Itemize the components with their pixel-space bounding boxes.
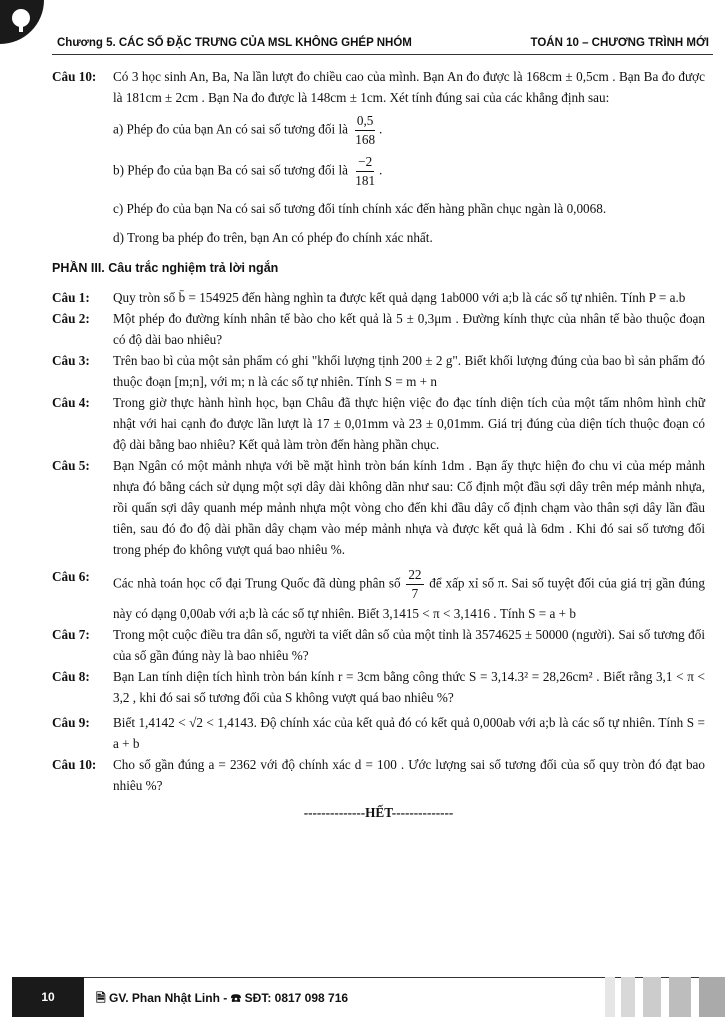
header-divider <box>52 54 713 55</box>
question-label: Câu 10: <box>52 757 97 772</box>
fraction-a-num: 0,5 <box>355 112 375 131</box>
fraction-b-num: −2 <box>356 153 374 172</box>
page-number: 10 <box>12 977 84 1017</box>
question-1 <box>52 287 705 308</box>
question-text: Có 3 học sinh An, Ba, Na lần lượt đo chiều cao của mình. Bạn An đo được là 168cm ± 0,5cm . Bạn Ba đo được là 181cm ± 2cm . Bạn Na đo được là 148cm ± 1cm. Xét tính đúng sai của các khẳng định sau: <box>113 69 705 105</box>
tree-logo-icon <box>6 6 36 36</box>
question-7 <box>52 624 705 666</box>
question-text: Trong giờ thực hành hình học, bạn Châu đã thực hiện việc đo đạc tính diện tích của một tấm nhôm hình chữ nhật với hai cạnh đo được lần lượt là 17 ± 0,01mm và 23 ± 0,01mm. Giá trị đúng của diện tích thuộc đoạn có độ dài bằng bao nhiêu? Kết quả làm tròn đến hàng phần chục. <box>113 395 705 452</box>
question-text: Bạn Lan tính diện tích hình tròn bán kính r = 3cm bằng công thức S = 3,14.3² = 28,26cm² . Biết rằng 3,1 < π < 3,2 , khi đó sai số tương đối của S không vượt quá bao nhiêu %? <box>113 669 705 705</box>
question-text: Bạn Ngân có một mảnh nhựa với bề mặt hình tròn bán kính 1dm . Bạn ấy thực hiện đo chu vi của mép mảnh nhựa đó bằng cách sử dụng một sợi dây dài không dãn như sau: Cố định một đầu sợi dây trên mép mảnh nhựa, rồi quấn sợi dây quanh mép mảnh nhựa một vòng cho đến khi đầu dây cố định chạm vào thân sợi dây lần đầu tiên, sau đó đo độ dài phần dây chạm vào mép mảnh nhựa và được kết quả là 6dm . Khi đó sai số tương đối trong phép đo không vượt quá bao nhiêu %. <box>113 458 705 557</box>
decorative-bars <box>605 977 725 1017</box>
fraction-den: 7 <box>411 586 419 601</box>
statement-b-text: b) Phép đo của bạn Ba có sai số tương đối là <box>113 162 348 178</box>
fraction-a <box>353 112 377 149</box>
question-label: Câu 8: <box>52 669 90 684</box>
fraction-b-den: 181 <box>355 173 376 188</box>
question-label: Câu 2: <box>52 311 90 326</box>
page-content <box>52 66 705 823</box>
question-6 <box>52 566 705 624</box>
question-label: Câu 1: <box>52 290 90 305</box>
footer-credits <box>96 989 348 1010</box>
separator: - <box>223 991 231 1005</box>
question-3 <box>52 350 705 392</box>
question-text <box>113 566 705 624</box>
question-text: Trong một cuộc điều tra dân số, người ta viết dân số của một tỉnh là 3574625 ± 50000 (người). Sai số tương đối của số gần đúng này là bao nhiêu %? <box>113 627 705 663</box>
question-label: Câu 5: <box>52 458 90 473</box>
question-6-pre: Các nhà toán học cổ đại Trung Quốc đã dùng phân số <box>113 575 401 591</box>
fraction-22-7 <box>406 566 423 603</box>
part-3-heading: PHẦN III. Câu trắc nghiệm trả lời ngắn <box>52 261 279 275</box>
question-text: Quy tròn số b̄ = 154925 đến hàng nghìn ta được kết quả dạng 1ab000 với a;b là các số tự nhiên. Tính P = a.b <box>113 290 686 305</box>
fraction-b <box>353 153 377 190</box>
fraction-a-den: 168 <box>355 132 376 147</box>
statement-a: a) Phép đo của bạn An có sai số tương đối là $\frac{0,5}{168}$ . <box>113 113 383 147</box>
question-text: Một phép đo đường kính nhân tế bào cho kết quả là 5 ± 0,3μm . Đường kính thực của nhân tế bào thuộc đoạn có độ dài bao nhiêu? <box>113 311 705 347</box>
question-label: Câu 9: <box>52 715 90 730</box>
statement-c: c) Phép đo của bạn Na có sai số tương đối tính chính xác đến hàng phần chục ngàn là 0,0068. <box>113 201 607 216</box>
statement-a-text: a) Phép đo của bạn An có sai số tương đối là <box>113 121 348 137</box>
question-label: Câu 3: <box>52 353 90 368</box>
statement-b: b) Phép đo của bạn Ba có sai số tương đối là $\frac{-2}{181}$ . <box>113 154 383 188</box>
question-8 <box>52 666 705 708</box>
phone-number: SĐT: 0817 098 716 <box>244 991 349 1005</box>
document-icon: 🗎 <box>96 991 106 1005</box>
question-10-short <box>52 754 705 796</box>
question-label: Câu 6: <box>52 569 90 584</box>
question-6-post: để xấp xỉ số π. Sai số tuyệt đối của giá trị gần đúng này có dạng 0,00ab với a;b là các số tự nhiên. Biết 3,1415 < π < 3,1416 . Tính S = a + b <box>113 575 705 621</box>
logo <box>0 0 44 44</box>
question-text: Biết 1,4142 < √2 < 1,4143. Độ chính xác của kết quả đó có kết quả 0,000ab với a;b là các số tự nhiên. Tính S = a + b <box>113 715 705 751</box>
footer <box>0 977 725 1017</box>
question-label: Câu 4: <box>52 395 90 410</box>
statement-d: d) Trong ba phép đo trên, bạn An có phép đo chính xác nhất. <box>113 230 433 245</box>
question-text: Trên bao bì của một sản phẩm có ghi "khối lượng tịnh 200 ± 2 g". Biết khối lượng đúng của bao bì sản phẩm đó thuộc đoạn [m;n], với m; n là các số tự nhiên. Tính S = m + n <box>113 353 705 389</box>
question-label: Câu 7: <box>52 627 90 642</box>
end-marker: --------------HẾT-------------- <box>303 805 454 820</box>
question-text: Cho số gần đúng a = 2362 với độ chính xác d = 100 . Ước lượng sai số tương đối của số quy tròn đó đạt bao nhiêu %? <box>113 757 705 793</box>
author-name: GV. Phan Nhật Linh <box>109 991 220 1005</box>
question-4 <box>52 392 705 455</box>
question-10-truefalse <box>52 66 705 108</box>
fraction-num: 22 <box>406 566 423 585</box>
phone-icon: ☎ <box>230 991 242 1005</box>
question-9 <box>52 712 705 754</box>
header-chapter: Chương 5. CÁC SỐ ĐẶC TRƯNG CỦA MSL KHÔNG GHÉP NHÓM <box>57 37 412 49</box>
question-label: Câu 10: <box>52 69 97 84</box>
question-2 <box>52 308 705 350</box>
header-course: TOÁN 10 – CHƯƠNG TRÌNH MỚI <box>530 37 709 49</box>
question-5 <box>52 455 705 560</box>
